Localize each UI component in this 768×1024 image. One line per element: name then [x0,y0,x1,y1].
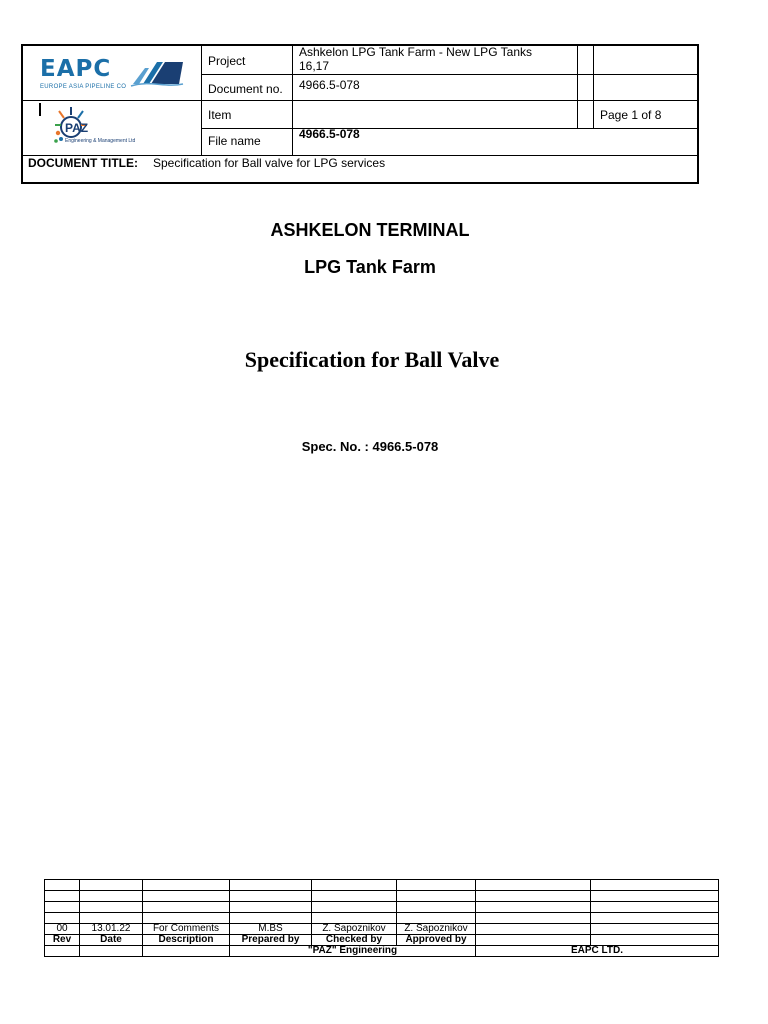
table-cell: M.BS [230,924,312,935]
eapc-logo [37,56,187,96]
divider [201,128,699,129]
table-cell [397,902,476,913]
table-cell [45,902,80,913]
table-cell: 13.01.22 [80,924,143,935]
divider [577,44,578,128]
table-cell [80,946,143,957]
divider [201,74,699,75]
date-column-label: Date [80,935,143,946]
table-cell [80,913,143,924]
approved-by-column-label: Approved by [397,935,476,946]
table-cell [143,913,230,924]
eapc-logo-subtitle: EUROPE ASIA PIPELINE CO [40,84,127,90]
table-cell [230,913,312,924]
paz-logo [39,103,189,153]
table-cell [45,946,80,957]
tank-farm-heading: LPG Tank Farm [304,257,436,277]
table-cell [312,902,397,913]
document-main-title: Specification for Ball Valve [244,347,500,372]
document-title-label: DOCUMENT TITLE: [28,156,138,170]
document-title-value: Specification for Ball valve for LPG services [153,156,386,170]
table-cell [397,891,476,902]
table-cell [476,924,591,935]
paz-engineering-label: "PAZ" Engineering [230,946,476,957]
table-footer-row [45,946,719,957]
table-cell: For Comments [143,924,230,935]
item-label: Item [208,108,232,122]
table-cell [143,902,230,913]
table-cell [312,913,397,924]
table-cell [476,913,591,924]
table-cell [591,913,719,924]
divider [593,44,594,128]
logo-mark [39,103,41,116]
paz-logo-text: PAZ [65,121,89,135]
table-cell [591,924,719,935]
table-cell [591,891,719,902]
table-row [45,924,719,935]
document-no-value: 4966.5-078 [299,78,360,92]
table-cell: Z. Sapoznikov [397,924,476,935]
table-cell [45,913,80,924]
table-cell [476,902,591,913]
divider [21,100,699,101]
table-cell: 00 [45,924,80,935]
table-cell [230,880,312,891]
table-cell [143,891,230,902]
eapc-logo-text: EAPC [40,56,112,82]
table-cell [230,891,312,902]
table-cell [476,891,591,902]
table-cell [45,891,80,902]
table-row [45,880,719,891]
table-cell [143,946,230,957]
project-value: Ashkelon LPG Tank Farm - New LPG Tanks [299,45,532,59]
table-cell [143,880,230,891]
table-cell [397,880,476,891]
terminal-heading: ASHKELON TERMINAL [270,220,470,240]
revision-table [44,879,719,957]
table-cell [591,935,719,946]
table-cell [476,935,591,946]
prepared-by-column-label: Prepared by [230,935,312,946]
table-cell: Z. Sapoznikov [312,924,397,935]
table-cell [312,891,397,902]
project-value-continued: 16,17 [299,59,330,73]
project-label: Project [208,54,246,68]
description-column-label: Description [143,935,230,946]
table-cell [80,891,143,902]
file-name-value: 4966.5-078 [299,127,360,141]
table-row [45,913,719,924]
rev-column-label: Rev [45,935,80,946]
table-cell [80,902,143,913]
spec-number: Spec. No. : 4966.5-078 [301,439,439,454]
table-cell [591,880,719,891]
table-row [45,902,719,913]
paz-logo-subtitle: Engineering & Management Ltd [65,138,136,144]
document-header [21,44,699,184]
eapc-ltd-label: EAPC LTD. [476,946,719,957]
checked-by-column-label: Checked by [312,935,397,946]
table-cell [397,913,476,924]
table-cell [312,880,397,891]
eapc-wing-icon [129,58,185,88]
file-name-label: File name [208,134,261,148]
table-cell [591,902,719,913]
table-row [45,891,719,902]
document-no-label: Document no. [208,82,283,96]
table-header-row [45,935,719,946]
table-cell [80,880,143,891]
table-cell [45,880,80,891]
table-cell [476,880,591,891]
page-info: Page 1 of 8 [600,108,662,122]
table-cell [230,902,312,913]
